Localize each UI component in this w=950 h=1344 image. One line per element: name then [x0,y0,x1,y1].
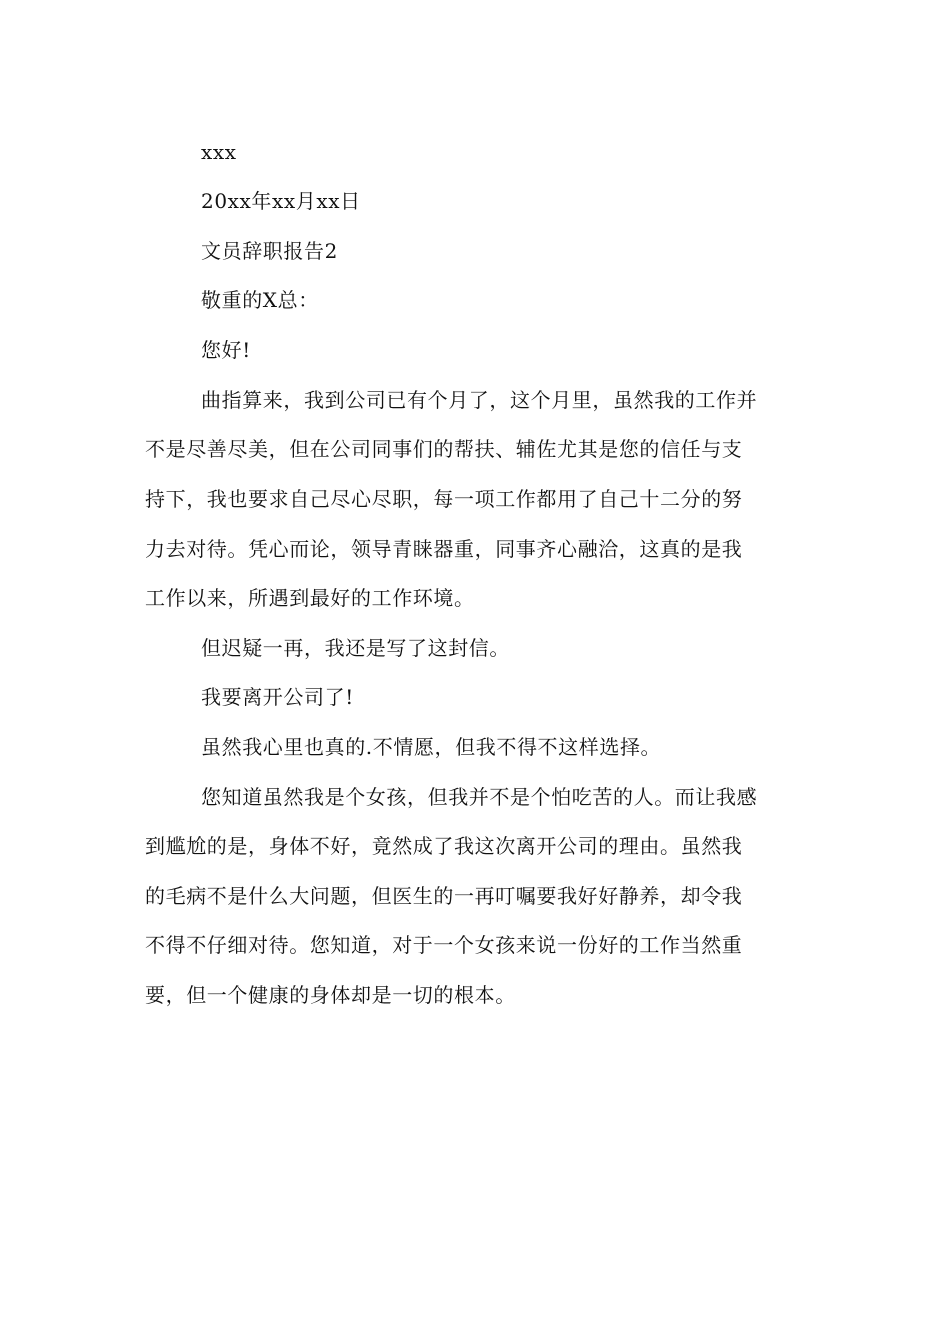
paragraph-4: 虽然我心里也真的.不情愿，但我不得不这样选择。 [201,735,662,759]
paragraph-line: 持下，我也要求自己尽心尽职，每一项工作都用了自己十二分的努 [145,487,743,511]
paragraph-2: 但迟疑一再，我还是写了这封信。 [201,636,510,660]
paragraph-line: 力去对待。凭心而论，领导青睐器重，同事齐心融洽，这真的是我 [145,537,743,561]
paragraph-line: 不得不仔细对待。您知道，对于一个女孩来说一份好的工作当然重 [145,933,743,957]
sender-name: xxx [201,140,237,164]
paragraph-line: 不是尽善尽美，但在公司同事们的帮扶、辅佐尤其是您的信任与支 [145,437,743,461]
paragraph-line: 要，但一个健康的身体却是一切的根本。 [145,983,516,1007]
paragraph-3: 我要离开公司了! [201,685,354,709]
paragraph-line: 到尴尬的是，身体不好，竟然成了我这次离开公司的理由。虽然我 [145,834,743,858]
paragraph-line: 您知道虽然我是个女孩，但我并不是个怕吃苦的人。而让我感 [201,785,758,809]
salutation: 敬重的X总： [201,288,319,312]
paragraph-line: 曲指算来，我到公司已有个月了，这个月里，虽然我的工作并 [201,388,758,412]
paragraph-line: 的毛病不是什么大问题，但医生的一再叮嘱要我好好静养，却令我 [145,884,743,908]
greeting: 您好! [201,338,251,362]
letter-date: 20xx年xx月xx日 [201,189,361,213]
paragraph-line: 工作以来，所遇到最好的工作环境。 [145,586,475,610]
document-title: 文员辞职报告2 [201,239,338,263]
